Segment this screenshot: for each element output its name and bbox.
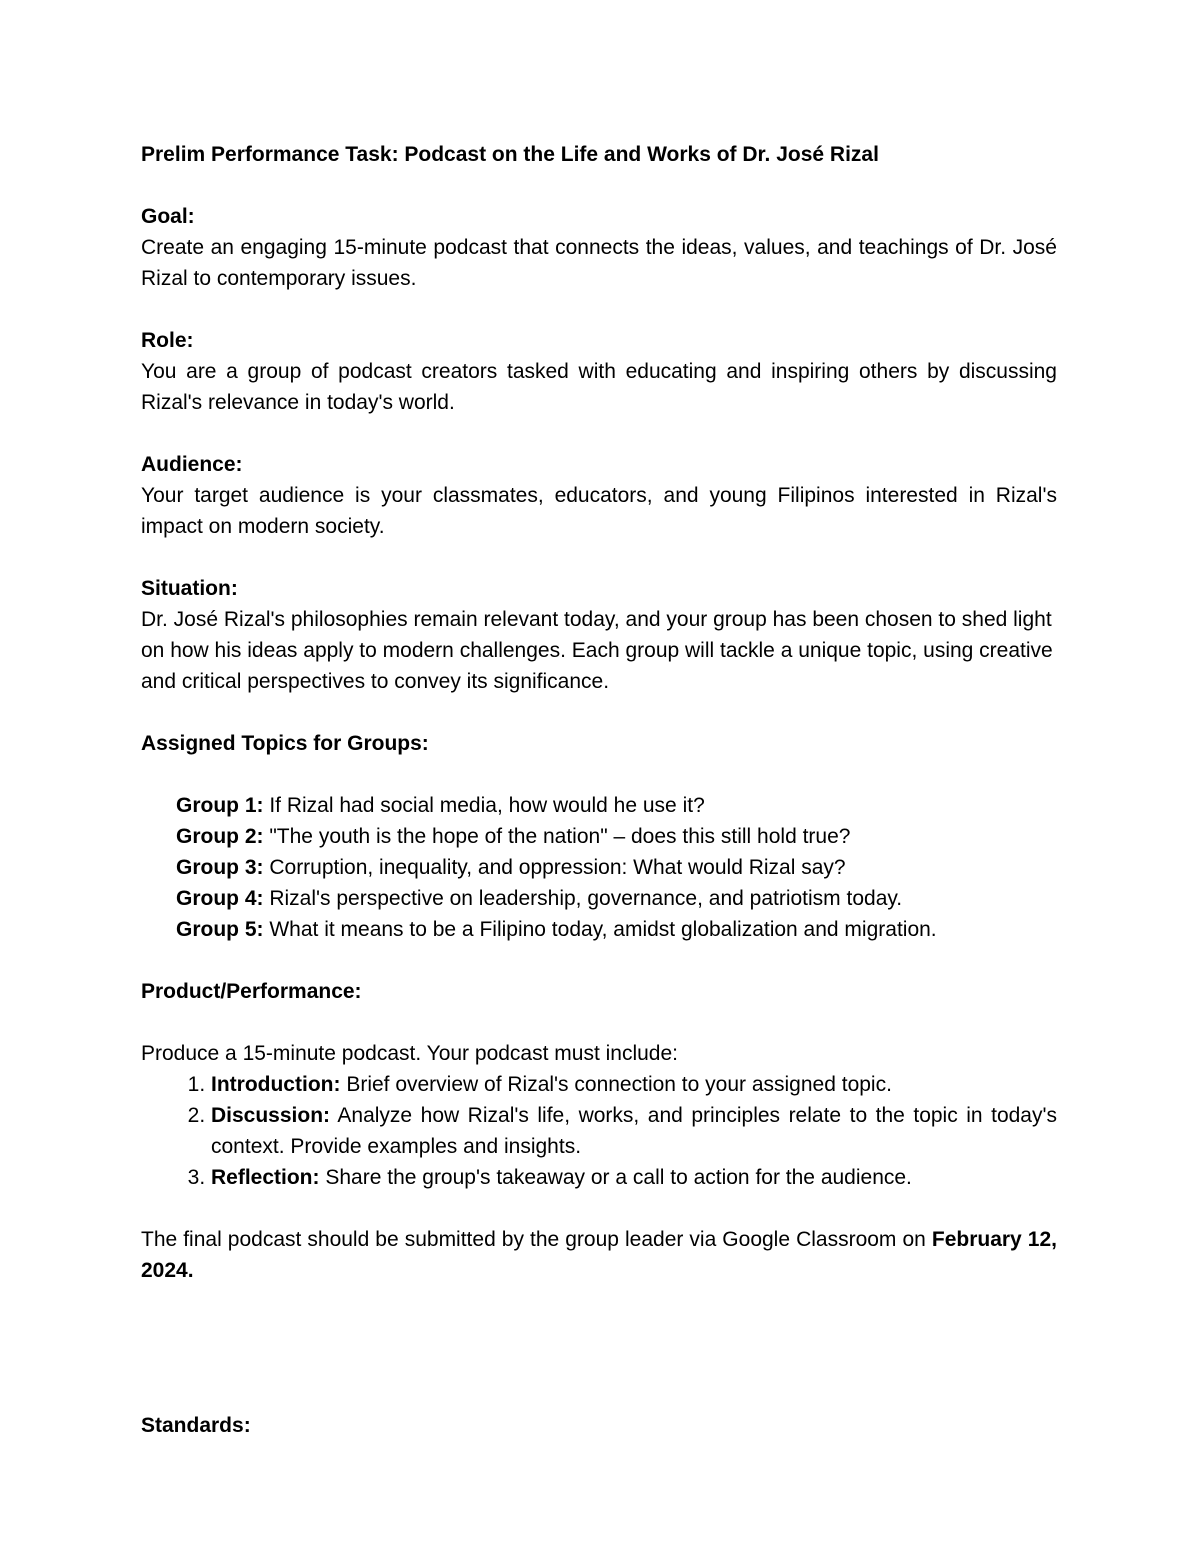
goal-text: Create an engaging 15-minute podcast that connects the ideas, values, and teachings of Dr. José Rizal to contemporary issues. — [141, 236, 1057, 290]
requirement-term: Introduction: — [211, 1073, 341, 1096]
situation-text: Dr. José Rizal's philosophies remain relevant today, and your group has been chosen to shed light on how his ideas apply to modern challenges. Each group will tackle a unique topic, using creative and critical perspectives to convey its significance. — [141, 608, 1053, 693]
group-topic-item — [176, 883, 1057, 914]
group-name: Group 2: — [176, 825, 264, 848]
group-name: Group 3: — [176, 856, 264, 879]
situation-label: Situation: — [141, 577, 238, 600]
group-name: Group 1: — [176, 794, 264, 817]
situation-section — [141, 573, 1057, 697]
role-section — [141, 325, 1057, 418]
requirement-item — [211, 1100, 1057, 1162]
group-topic: If Rizal had social media, how would he use it? — [269, 794, 705, 817]
group-name: Group 4: — [176, 887, 264, 910]
standards-label: Standards: — [141, 1414, 251, 1437]
product-label: Product/Performance: — [141, 980, 362, 1003]
product-intro: Produce a 15-minute podcast. Your podcast must include: — [141, 1042, 678, 1065]
podcast-requirements-list — [141, 1069, 1057, 1193]
requirement-term: Discussion: — [211, 1104, 331, 1127]
group-topic-item — [176, 821, 1057, 852]
submission-deadline: February 12, 2024. — [141, 1228, 1057, 1282]
requirement-item — [211, 1162, 1057, 1193]
goal-label: Goal: — [141, 205, 195, 228]
group-topic-item — [176, 790, 1057, 821]
requirement-text: Share the group's takeaway or a call to action for the audience. — [325, 1166, 912, 1189]
audience-label: Audience: — [141, 453, 243, 476]
group-topic: Rizal's perspective on leadership, governance, and patriotism today. — [269, 887, 903, 910]
document-page — [141, 139, 1057, 1441]
goal-section — [141, 201, 1057, 294]
submission-text: The final podcast should be submitted by the group leader via Google Classroom on — [141, 1228, 926, 1251]
audience-text: Your target audience is your classmates, educators, and young Filipinos interested in Rizal's impact on modern society. — [141, 484, 1057, 538]
role-text: You are a group of podcast creators tasked with educating and inspiring others by discussing Rizal's relevance in today's world. — [141, 360, 1057, 414]
product-section — [141, 976, 1057, 1286]
submission-paragraph — [141, 1224, 1057, 1286]
document-title: Prelim Performance Task: Podcast on the Life and Works of Dr. José Rizal — [141, 143, 879, 166]
requirement-term: Reflection: — [211, 1166, 320, 1189]
group-topic-item — [176, 914, 1057, 945]
topics-label: Assigned Topics for Groups: — [141, 732, 429, 755]
group-topic: What it means to be a Filipino today, amidst globalization and migration. — [269, 918, 937, 941]
audience-section — [141, 449, 1057, 542]
group-topic: Corruption, inequality, and oppression: What would Rizal say? — [269, 856, 846, 879]
requirement-text: Analyze how Rizal's life, works, and principles relate to the topic in today's context. Provide examples and insights. — [211, 1104, 1057, 1158]
topics-section — [141, 728, 1057, 945]
group-topic-list — [141, 790, 1057, 945]
requirement-text: Brief overview of Rizal's connection to your assigned topic. — [346, 1073, 892, 1096]
group-name: Group 5: — [176, 918, 264, 941]
standards-section — [141, 1410, 1057, 1441]
requirement-item — [211, 1069, 1057, 1100]
group-topic: "The youth is the hope of the nation" – does this still hold true? — [269, 825, 851, 848]
group-topic-item — [176, 852, 1057, 883]
role-label: Role: — [141, 329, 194, 352]
